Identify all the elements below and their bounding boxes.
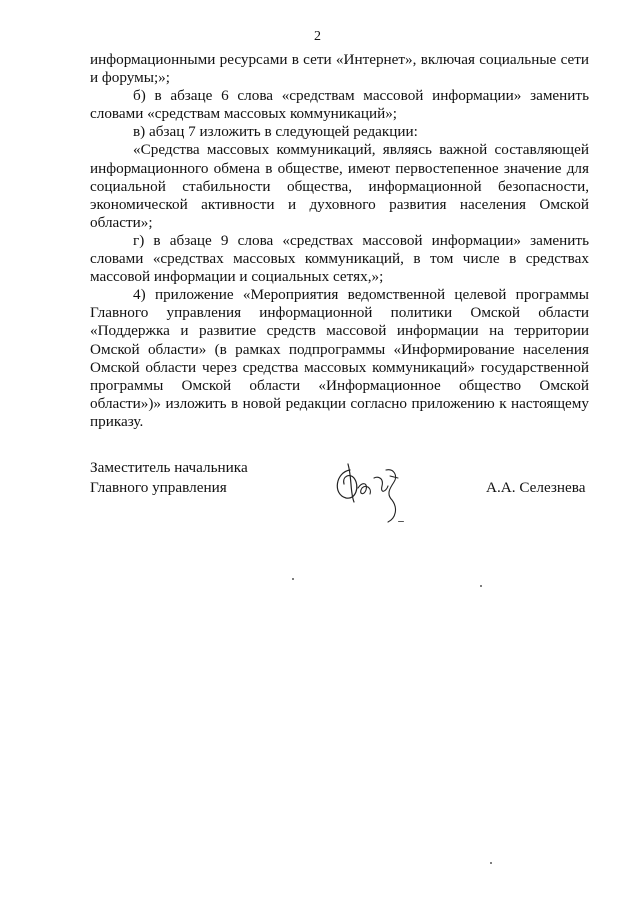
signatory-position <box>90 458 248 498</box>
signatory-name: А.А. Селезнева <box>486 479 586 496</box>
paragraph: г) в абзаце 9 слова «средствах массовой информации» заменить словами «средствах массовых коммуникаций, в том числе в средствах массовой информации и социальных сетях,»; <box>90 231 589 286</box>
paragraph: б) в абзаце 6 слова «средствам массовой информации» заменить словами «средствам массовых коммуникаций»; <box>90 87 589 123</box>
paragraph: «Средства массовых коммуникаций, являясь важной составляющей информационного обмена в обществе, имеют первостепенное значение для социальной стабильности общества, информационной безопасности, экономической активности и духовного развития населения Омской области»; <box>90 141 589 231</box>
page-number: 2 <box>314 29 321 44</box>
paragraph: в) абзац 7 изложить в следующей редакции: <box>133 123 418 141</box>
scan-speck <box>292 578 294 580</box>
paragraph: 4) приложение «Мероприятия ведомственной целевой программы Главного управления информационной политики Омской области «Поддержка и развитие средств массовой информации на территории Омской области» (в рамках подпрограммы «Информирование населения Омской области через средства массовых коммуникаций» государственной программы Омской области «Информационное общество Омской области»)» изложить в новой редакции согласно приложению к настоящему приказу. <box>90 286 589 430</box>
document-body <box>90 51 589 431</box>
paragraph: информационными ресурсами в сети «Интернет», включая социальные сети и форумы;»; <box>90 51 589 87</box>
scan-speck <box>490 862 492 864</box>
signatory-position-line-2: Главного управления <box>90 479 227 496</box>
signatory-position-line-1: Заместитель начальника <box>90 459 248 476</box>
scan-speck <box>398 521 404 522</box>
scan-speck <box>480 585 482 587</box>
handwritten-signature <box>328 442 418 532</box>
